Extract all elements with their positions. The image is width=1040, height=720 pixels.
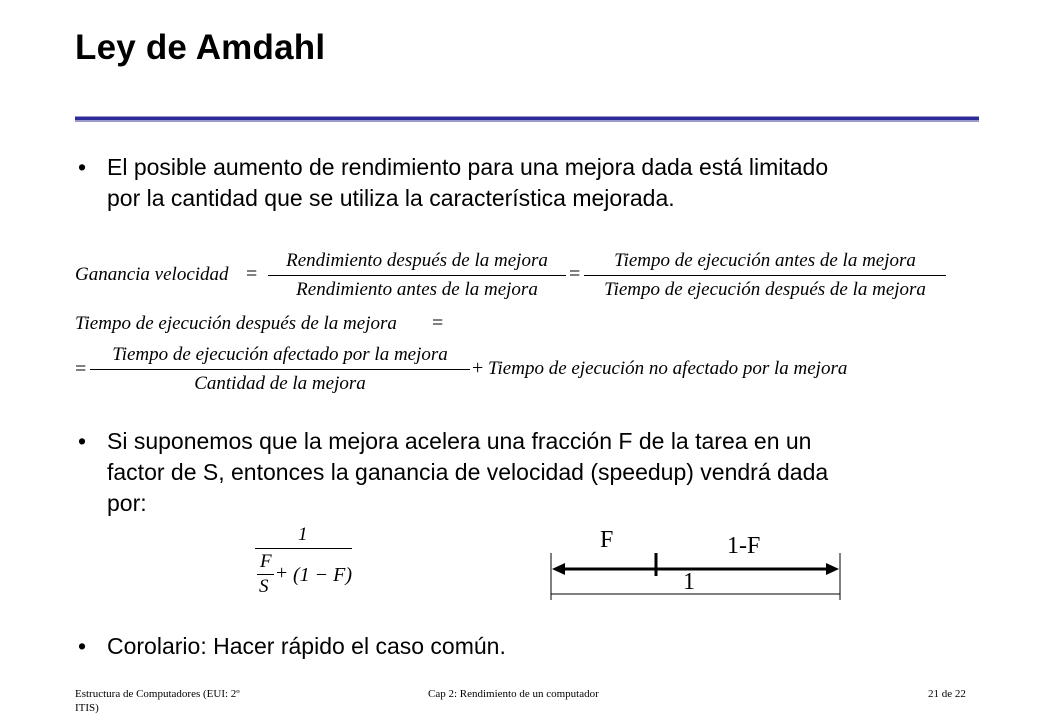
plus-sign: + (276, 562, 288, 584)
bullet-text-3: Corolario: Hacer rápido el caso común. (107, 633, 506, 659)
plus-sign: + (472, 357, 484, 379)
fraction-numerator: Tiempo de ejecución antes de la mejora (614, 250, 916, 271)
footer-page-number: 21 de 22 (928, 688, 966, 700)
tiempo-lhs: Tiempo de ejecución después de la mejora (75, 313, 397, 334)
speedup-f: F (260, 551, 272, 572)
fraction-tiempo (584, 250, 946, 301)
diagram-label-1-minus-f: 1-F (727, 533, 761, 559)
no-afectado-term: Tiempo de ejecución no afectado por la mejora (488, 358, 848, 379)
footer-course: Estructura de Computadores (EUI: 2º ITIS) (75, 688, 240, 714)
fraction-denominator: Tiempo de ejecución después de la mejora (604, 279, 926, 300)
diagram-label-total: 1 (683, 569, 695, 595)
bullet-marker: • (78, 154, 87, 180)
fraction-numerator: Rendimiento después de la mejora (286, 250, 548, 271)
speedup-numerator: 1 (298, 524, 308, 545)
arrow-head-right (826, 563, 839, 575)
fraction-denominator: Rendimiento antes de la mejora (296, 279, 538, 300)
speedup-fraction-bar (255, 548, 352, 549)
fraction-denominator: Cantidad de la mejora (194, 373, 366, 394)
footer-chapter: Cap 2: Rendimiento de un computador (428, 688, 599, 700)
fraction-afectado (90, 344, 470, 395)
inner-fraction-bar (257, 574, 274, 575)
equals-sign: = (569, 263, 581, 285)
ganancia-lhs: Ganancia velocidad (75, 264, 229, 285)
arrow-head-left (552, 563, 565, 575)
fraction-numerator: Tiempo de ejecución afectado por la mejora (112, 344, 448, 365)
fraction-bar (90, 369, 470, 370)
speedup-s: S (259, 576, 269, 597)
speedup-rest: (1 − F) (293, 564, 353, 586)
bullet-text-1: El posible aumento de rendimiento para una mejora dada está limitado por la cantidad que se utiliza la característica mejorada. (107, 154, 829, 211)
arrow-diagram (545, 548, 845, 603)
bullet-marker: • (78, 633, 87, 659)
bullet-marker: • (78, 428, 87, 454)
equals-sign: = (75, 358, 87, 380)
fraction-bar (268, 275, 566, 276)
slide-title: Ley de Amdahl (75, 28, 326, 67)
fraction-rendimiento (268, 250, 566, 301)
equals-sign: = (246, 263, 258, 285)
bullet-text-2: Si suponemos que la mejora acelera una fracción F de la tarea en un factor de S, entonces la ganancia de velocidad (speedup) vendrá dada por: (107, 428, 829, 516)
diagram-label-f: F (600, 527, 614, 553)
title-divider (75, 116, 979, 122)
fraction-bar (584, 275, 946, 276)
equals-sign: = (432, 312, 444, 334)
